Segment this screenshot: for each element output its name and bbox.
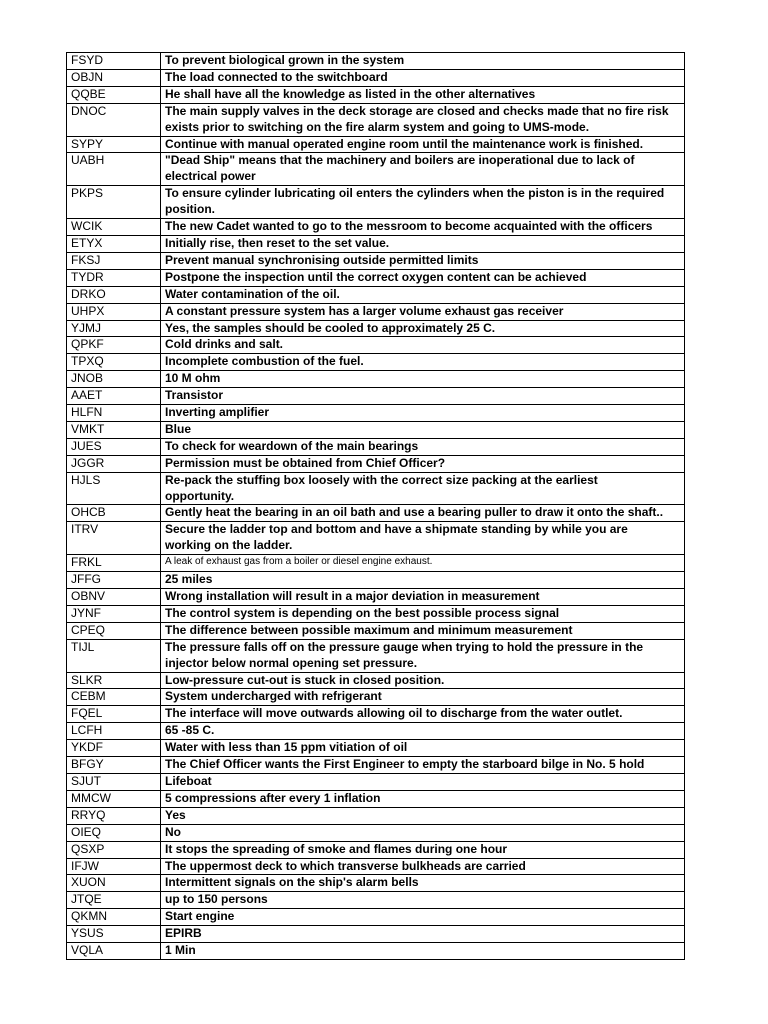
table-row bbox=[67, 909, 685, 926]
answer-text bbox=[161, 103, 685, 136]
table-row bbox=[67, 858, 685, 875]
answer-line: Yes bbox=[165, 807, 186, 822]
answer-text bbox=[161, 354, 685, 371]
answer-text bbox=[161, 86, 685, 103]
answer-line: working on the ladder. bbox=[165, 538, 293, 553]
question-code: ITRV bbox=[67, 522, 161, 555]
answer-text bbox=[161, 639, 685, 672]
table-row bbox=[67, 892, 685, 909]
question-code: BFGY bbox=[67, 757, 161, 774]
table-row bbox=[67, 252, 685, 269]
answer-text bbox=[161, 337, 685, 354]
answer-text bbox=[161, 807, 685, 824]
answer-text bbox=[161, 269, 685, 286]
table-row bbox=[67, 103, 685, 136]
answer-text bbox=[161, 892, 685, 909]
answer-line: No bbox=[165, 824, 181, 839]
question-code: WCIK bbox=[67, 219, 161, 236]
table-row bbox=[67, 740, 685, 757]
question-code: XUON bbox=[67, 875, 161, 892]
answer-text bbox=[161, 388, 685, 405]
table-row bbox=[67, 136, 685, 153]
answer-line: Water contamination of the oil. bbox=[165, 286, 340, 301]
answer-line: exists prior to switching on the fire alarm system and going to UMS-mode. bbox=[165, 119, 590, 134]
question-code: TIJL bbox=[67, 639, 161, 672]
question-code: TPXQ bbox=[67, 354, 161, 371]
answer-text bbox=[161, 909, 685, 926]
question-code: TYDR bbox=[67, 269, 161, 286]
answer-text bbox=[161, 371, 685, 388]
table-row bbox=[67, 689, 685, 706]
table-row bbox=[67, 589, 685, 606]
table-row bbox=[67, 706, 685, 723]
table-row bbox=[67, 337, 685, 354]
answer-line: The main supply valves in the deck storage are closed and checks made that no fire risk bbox=[165, 103, 669, 118]
answer-text bbox=[161, 286, 685, 303]
answer-text bbox=[161, 555, 685, 572]
answer-line: The pressure falls off on the pressure gauge when trying to hold the pressure in the bbox=[165, 639, 644, 654]
table-row bbox=[67, 522, 685, 555]
answer-table bbox=[66, 52, 685, 960]
table-row bbox=[67, 286, 685, 303]
answer-line: Transistor bbox=[165, 388, 224, 403]
question-code: SJUT bbox=[67, 773, 161, 790]
question-code: CPEQ bbox=[67, 622, 161, 639]
answer-line: Gently heat the bearing in an oil bath and use a bearing puller to draw it onto the shaft.. bbox=[165, 505, 664, 520]
table-row bbox=[67, 875, 685, 892]
table-row bbox=[67, 773, 685, 790]
question-code: SLKR bbox=[67, 672, 161, 689]
answer-line: EPIRB bbox=[165, 926, 202, 941]
answer-text bbox=[161, 858, 685, 875]
table-row bbox=[67, 790, 685, 807]
answer-line: The interface will move outwards allowing oil to discharge from the water outlet. bbox=[165, 706, 623, 721]
answer-line: 65 -85 C. bbox=[165, 723, 215, 738]
answer-text bbox=[161, 589, 685, 606]
question-code: YKDF bbox=[67, 740, 161, 757]
answer-line: 1 Min bbox=[165, 943, 196, 958]
answer-line: Water with less than 15 ppm vitiation of oil bbox=[165, 740, 408, 755]
table-row bbox=[67, 672, 685, 689]
question-code: JYNF bbox=[67, 605, 161, 622]
table-row bbox=[67, 235, 685, 252]
question-code: JTQE bbox=[67, 892, 161, 909]
answer-line: Yes, the samples should be cooled to approximately 25 C. bbox=[165, 320, 496, 335]
answer-text bbox=[161, 472, 685, 505]
table-row bbox=[67, 841, 685, 858]
answer-text bbox=[161, 572, 685, 589]
answer-line: Intermittent signals on the ship's alarm bells bbox=[165, 875, 419, 890]
question-code: OIEQ bbox=[67, 824, 161, 841]
question-code: VMKT bbox=[67, 421, 161, 438]
answer-line: Incomplete combustion of the fuel. bbox=[165, 354, 364, 369]
answer-text bbox=[161, 153, 685, 186]
table-row bbox=[67, 53, 685, 70]
question-code: VQLA bbox=[67, 943, 161, 960]
answer-text bbox=[161, 438, 685, 455]
question-code: QKMN bbox=[67, 909, 161, 926]
answer-text bbox=[161, 522, 685, 555]
answer-line: position. bbox=[165, 202, 215, 217]
answer-line: Secure the ladder top and bottom and have a shipmate standing by while you are bbox=[165, 522, 628, 537]
answer-text bbox=[161, 841, 685, 858]
answer-line: Cold drinks and salt. bbox=[165, 337, 284, 352]
table-row bbox=[67, 757, 685, 774]
answer-line: It stops the spreading of smoke and flames during one hour bbox=[165, 841, 508, 856]
table-row bbox=[67, 320, 685, 337]
table-row bbox=[67, 807, 685, 824]
answer-line: Re-pack the stuffing box loosely with the correct size packing at the earliest bbox=[165, 472, 598, 487]
answer-text bbox=[161, 672, 685, 689]
question-code: OBNV bbox=[67, 589, 161, 606]
question-code: FKSJ bbox=[67, 252, 161, 269]
answer-line: electrical power bbox=[165, 169, 256, 184]
question-code: JUES bbox=[67, 438, 161, 455]
answer-line: "Dead Ship" means that the machinery and boilers are inoperational due to lack of bbox=[165, 153, 635, 168]
answer-line: Prevent manual synchronising outside permitted limits bbox=[165, 252, 479, 267]
answer-table-body bbox=[67, 53, 685, 960]
question-code: UHPX bbox=[67, 303, 161, 320]
question-code: OHCB bbox=[67, 505, 161, 522]
answer-line: The Chief Officer wants the First Engineer to empty the starboard bilge in No. 5 hold bbox=[165, 757, 645, 772]
answer-text bbox=[161, 235, 685, 252]
question-code: SYPY bbox=[67, 136, 161, 153]
table-row bbox=[67, 219, 685, 236]
question-code: AAET bbox=[67, 388, 161, 405]
answer-text bbox=[161, 926, 685, 943]
answer-line: 10 M ohm bbox=[165, 371, 221, 386]
answer-text bbox=[161, 219, 685, 236]
table-row bbox=[67, 269, 685, 286]
answer-text bbox=[161, 421, 685, 438]
question-code: MMCW bbox=[67, 790, 161, 807]
answer-line: Continue with manual operated engine room until the maintenance work is finished. bbox=[165, 136, 644, 151]
answer-text bbox=[161, 689, 685, 706]
answer-line: To ensure cylinder lubricating oil enters the cylinders when the piston is in the required bbox=[165, 186, 665, 201]
answer-text bbox=[161, 740, 685, 757]
answer-text bbox=[161, 136, 685, 153]
answer-text bbox=[161, 69, 685, 86]
answer-line: Blue bbox=[165, 421, 192, 436]
question-code: DRKO bbox=[67, 286, 161, 303]
answer-line: Inverting amplifier bbox=[165, 405, 270, 420]
answer-text bbox=[161, 53, 685, 70]
answer-line: To check for weardown of the main bearings bbox=[165, 438, 419, 453]
answer-line: A constant pressure system has a larger volume exhaust gas receiver bbox=[165, 303, 564, 318]
table-row bbox=[67, 943, 685, 960]
answer-line: Low-pressure cut-out is stuck in closed position. bbox=[165, 672, 445, 687]
table-row bbox=[67, 69, 685, 86]
question-code: YJMJ bbox=[67, 320, 161, 337]
question-code: QSXP bbox=[67, 841, 161, 858]
question-code: UABH bbox=[67, 153, 161, 186]
answer-text bbox=[161, 505, 685, 522]
table-row bbox=[67, 421, 685, 438]
question-code: LCFH bbox=[67, 723, 161, 740]
answer-line: The new Cadet wanted to go to the messroom to become acquainted with the officers bbox=[165, 219, 653, 234]
answer-line: The difference between possible maximum and minimum measurement bbox=[165, 622, 573, 637]
answer-text bbox=[161, 605, 685, 622]
answer-text bbox=[161, 773, 685, 790]
answer-line: System undercharged with refrigerant bbox=[165, 689, 382, 704]
answer-line: To prevent biological grown in the system bbox=[165, 53, 405, 67]
answer-text bbox=[161, 757, 685, 774]
table-row bbox=[67, 186, 685, 219]
answer-line: The uppermost deck to which transverse bulkheads are carried bbox=[165, 858, 526, 873]
answer-line: Wrong installation will result in a major deviation in measurement bbox=[165, 589, 540, 603]
question-code: QPKF bbox=[67, 337, 161, 354]
answer-line: Postpone the inspection until the correct oxygen content can be achieved bbox=[165, 269, 587, 284]
answer-line: injector below normal opening set pressure. bbox=[165, 655, 418, 670]
table-row bbox=[67, 86, 685, 103]
table-row bbox=[67, 455, 685, 472]
answer-text bbox=[161, 622, 685, 639]
answer-text bbox=[161, 875, 685, 892]
answer-line: Lifeboat bbox=[165, 773, 212, 788]
table-row bbox=[67, 723, 685, 740]
table-row bbox=[67, 505, 685, 522]
question-code: FSYD bbox=[67, 53, 161, 70]
answer-text bbox=[161, 723, 685, 740]
answer-text bbox=[161, 252, 685, 269]
question-code: YSUS bbox=[67, 926, 161, 943]
answer-line: The control system is depending on the best possible process signal bbox=[165, 605, 560, 620]
table-row bbox=[67, 405, 685, 422]
question-code: OBJN bbox=[67, 69, 161, 86]
table-row bbox=[67, 472, 685, 505]
answer-line: The load connected to the switchboard bbox=[165, 69, 388, 84]
answer-line: Initially rise, then reset to the set value. bbox=[165, 235, 390, 250]
question-code: QQBE bbox=[67, 86, 161, 103]
answer-line: up to 150 persons bbox=[165, 892, 268, 907]
table-row bbox=[67, 605, 685, 622]
table-row bbox=[67, 371, 685, 388]
question-code: CEBM bbox=[67, 689, 161, 706]
question-code: DNOC bbox=[67, 103, 161, 136]
answer-line: A leak of exhaust gas from a boiler or diesel engine exhaust. bbox=[165, 556, 433, 568]
question-code: HJLS bbox=[67, 472, 161, 505]
answer-text bbox=[161, 706, 685, 723]
question-code: FQEL bbox=[67, 706, 161, 723]
answer-text bbox=[161, 320, 685, 337]
question-code: HLFN bbox=[67, 405, 161, 422]
answer-line: 5 compressions after every 1 inflation bbox=[165, 790, 381, 805]
answer-text bbox=[161, 186, 685, 219]
question-code: ETYX bbox=[67, 235, 161, 252]
answer-text bbox=[161, 303, 685, 320]
answer-line: Start engine bbox=[165, 909, 235, 924]
question-code: RRYQ bbox=[67, 807, 161, 824]
table-row bbox=[67, 622, 685, 639]
question-code: IFJW bbox=[67, 858, 161, 875]
answer-text bbox=[161, 824, 685, 841]
answer-line: 25 miles bbox=[165, 572, 213, 587]
answer-text bbox=[161, 405, 685, 422]
table-row bbox=[67, 824, 685, 841]
answer-text bbox=[161, 455, 685, 472]
answer-line: opportunity. bbox=[165, 488, 235, 503]
question-code: FRKL bbox=[67, 555, 161, 572]
table-row bbox=[67, 354, 685, 371]
question-code: JNOB bbox=[67, 371, 161, 388]
question-code: JFFG bbox=[67, 572, 161, 589]
answer-text bbox=[161, 790, 685, 807]
table-row bbox=[67, 438, 685, 455]
table-row bbox=[67, 388, 685, 405]
table-row bbox=[67, 555, 685, 572]
table-row bbox=[67, 303, 685, 320]
table-row bbox=[67, 639, 685, 672]
answer-line: Permission must be obtained from Chief Officer? bbox=[165, 455, 446, 470]
table-row bbox=[67, 572, 685, 589]
question-code: JGGR bbox=[67, 455, 161, 472]
answer-text bbox=[161, 943, 685, 960]
answer-line: He shall have all the knowledge as listed in the other alternatives bbox=[165, 86, 536, 101]
question-code: PKPS bbox=[67, 186, 161, 219]
table-row bbox=[67, 926, 685, 943]
table-row bbox=[67, 153, 685, 186]
